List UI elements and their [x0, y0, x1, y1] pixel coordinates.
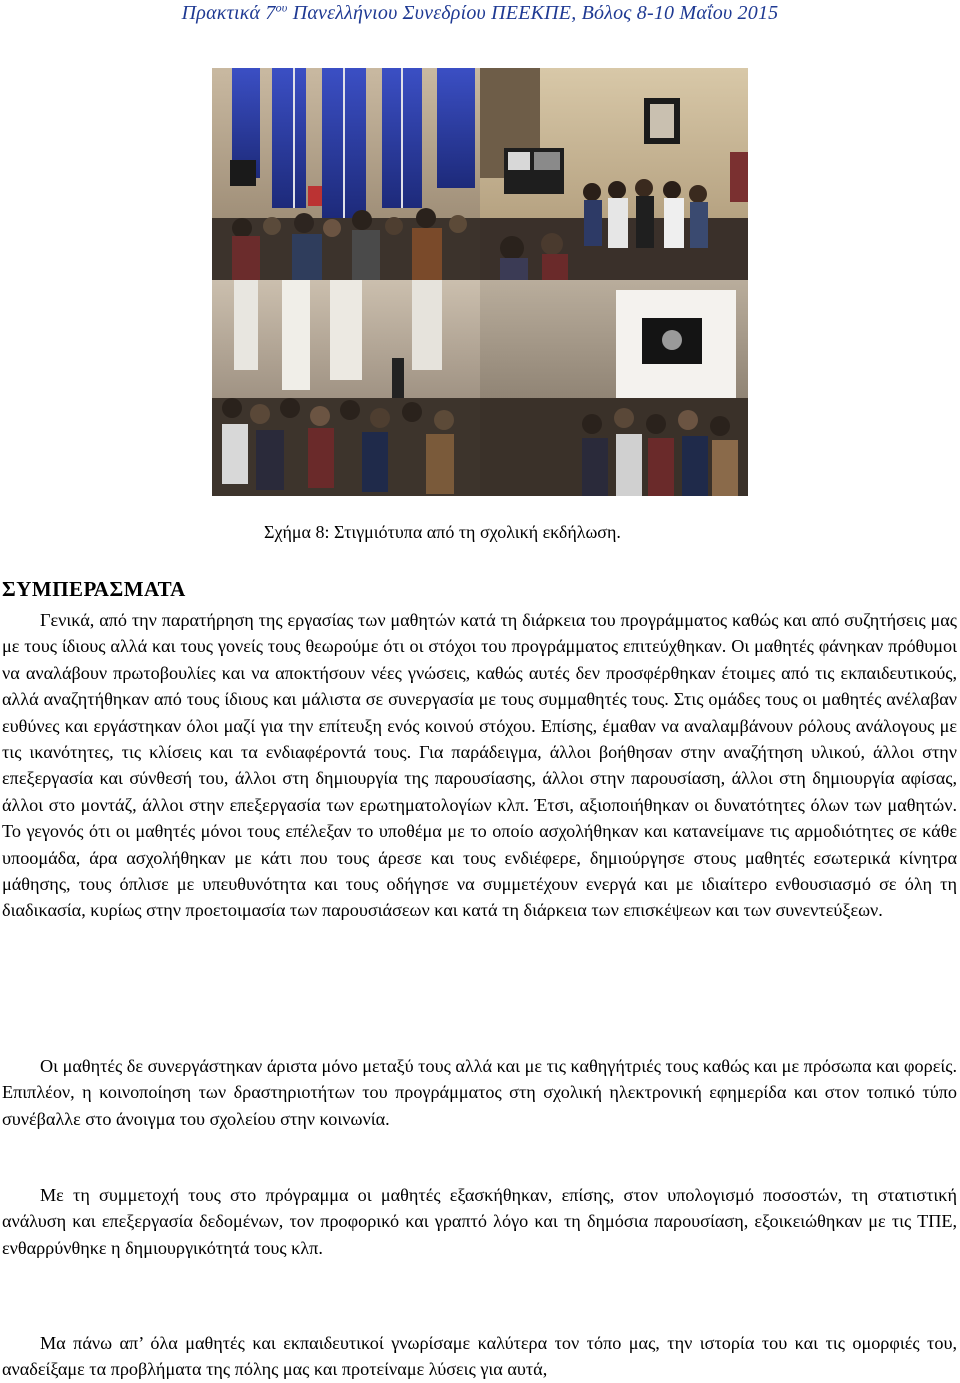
figure-caption — [264, 522, 621, 543]
photo-top-right — [480, 68, 748, 280]
figure-label: Σχήμα 8: — [264, 522, 330, 542]
paragraph-2: Οι μαθητές δε συνεργάστηκαν άριστα μόνο μεταξύ τους αλλά και με τις καθηγήτριές τους καθώς και με πρόσωπα και φορείς. Επιπλέον, η κοινοποίηση των δραστηριοτήτων του προγράμματος στη σχολική ηλεκτρονική εφημερίδα και στον τοπικό τύπο συνέβαλλε στο άνοιγμα του σχολείου στην κοινωνία. — [2, 1056, 957, 1129]
header-title-superscript: ου — [275, 0, 288, 15]
paragraph-3: Με τη συμμετοχή τους στο πρόγραμμα οι μαθητές εξασκήθηκαν, επίσης, στον υπολογισμό ποσοστών, τη στατιστική ανάλυση και επεξεργασία δεδομένων, τον προφορικό και γραπτό λόγο και τη δημόσια παρουσίαση, εξοικειώθηκαν με τις ΤΠΕ, ενθαρρύνθηκε η δημιουργικότητά τους κλπ. — [2, 1185, 957, 1258]
paragraph-4: Μα πάνω απ’ όλα μαθητές και εκπαιδευτικοί γνωρίσαμε καλύτερα τον τόπο μας, την ιστορία του και τις ομορφιές του, αναδείξαμε τα προβλήματα της πόλης μας και προτείναμε λύσεις για αυτά, — [2, 1333, 957, 1380]
paragraph-1: Γενικά, από την παρατήρηση της εργασίας των μαθητών κατά τη διάρκεια του προγράμματος καθώς και από συζητήσεις μας με τους ίδιους αλλά και τους γονείς τους θεωρούμε ότι οι στόχοι του προγράμματος επιτεύχθηκαν. Οι μαθητές φάνηκαν πρόθυμοι να αναλάβουν πρωτοβουλίες και να αποκτήσουν νέες γνώσεις, καθώς αυτές δεν προσφέρθηκαν έτοιμες από τις εκπαιδευτικούς, αλλά αναζητήθηκαν από τους ίδιους και μάλιστα σε συνεργασία με τους συμμαθητές τους. Στις ομάδες τους οι μαθητές ανέλαβαν ευθύνες και εργάστηκαν όλοι μαζί για την επίτευξη ενός κοινού στόχου. Επίσης, έμαθαν να αναλαμβάνουν ρόλους ανάλογους με τις ικανότητες, τις κλίσεις και τα ενδιαφέροντά τους. Για παράδειγμα, άλλοι βοήθησαν στην αναζήτηση υλικού, άλλοι στην επεξεργασία και σύνθεσή του, άλλοι στη δημιουργία της παρουσίασης, άλλοι στην παρουσίαση, άλλοι στη δημιουργία αφίσας, άλλοι στο μοντάζ, άλλοι στην επεξεργασία των ερωτηματολογίων κλπ. Έτσι, αξιοποιήθηκαν οι δυνατότητες όλων των μαθητών. Το γεγονός ότι οι μαθητές μόνοι τους επέλεξαν το υποθέμα με το οποίο ασχολήθηκαν και κατανείμανε τις αρμοδιότητες σε κάθε υποομάδα, άρα ασχολήθηκαν με κάτι που τους άρεσε και τους ενδιέφερε, δημιούργησε στους μαθητές εσωτερικά κίνητρα μάθησης, τους όπλισε με υπευθυνότητα και τους οδήγησε να συμμετέχουν ενεργά και με ιδιαίτερο ενθουσιασμό σε όλη τη διαδικασία, κυρίως στην προετοιμασία των παρουσιάσεων και κατά τη διάρκεια των επισκέψεων και των συνεντεύξεων. — [2, 610, 957, 921]
figure-caption-text: Στιγμιότυπα από τη σχολική εκδήλωση. — [329, 522, 621, 542]
header-title-part1: Πρακτικά 7 — [181, 2, 276, 24]
photo-top-left — [212, 68, 480, 280]
section-heading: ΣΥΜΠΕΡΑΣΜΑΤΑ — [2, 577, 186, 601]
photo-bottom-left — [212, 280, 480, 496]
event-photos-image — [212, 68, 748, 496]
header-title-part2: Πανελλήνιου Συνεδρίου ΠΕΕΚΠΕ, Βόλος 8-10 Μαΐου 2015 — [287, 2, 779, 24]
photo-bottom-right — [480, 280, 748, 496]
event-photo-collage — [212, 68, 748, 496]
running-header — [0, 2, 960, 25]
